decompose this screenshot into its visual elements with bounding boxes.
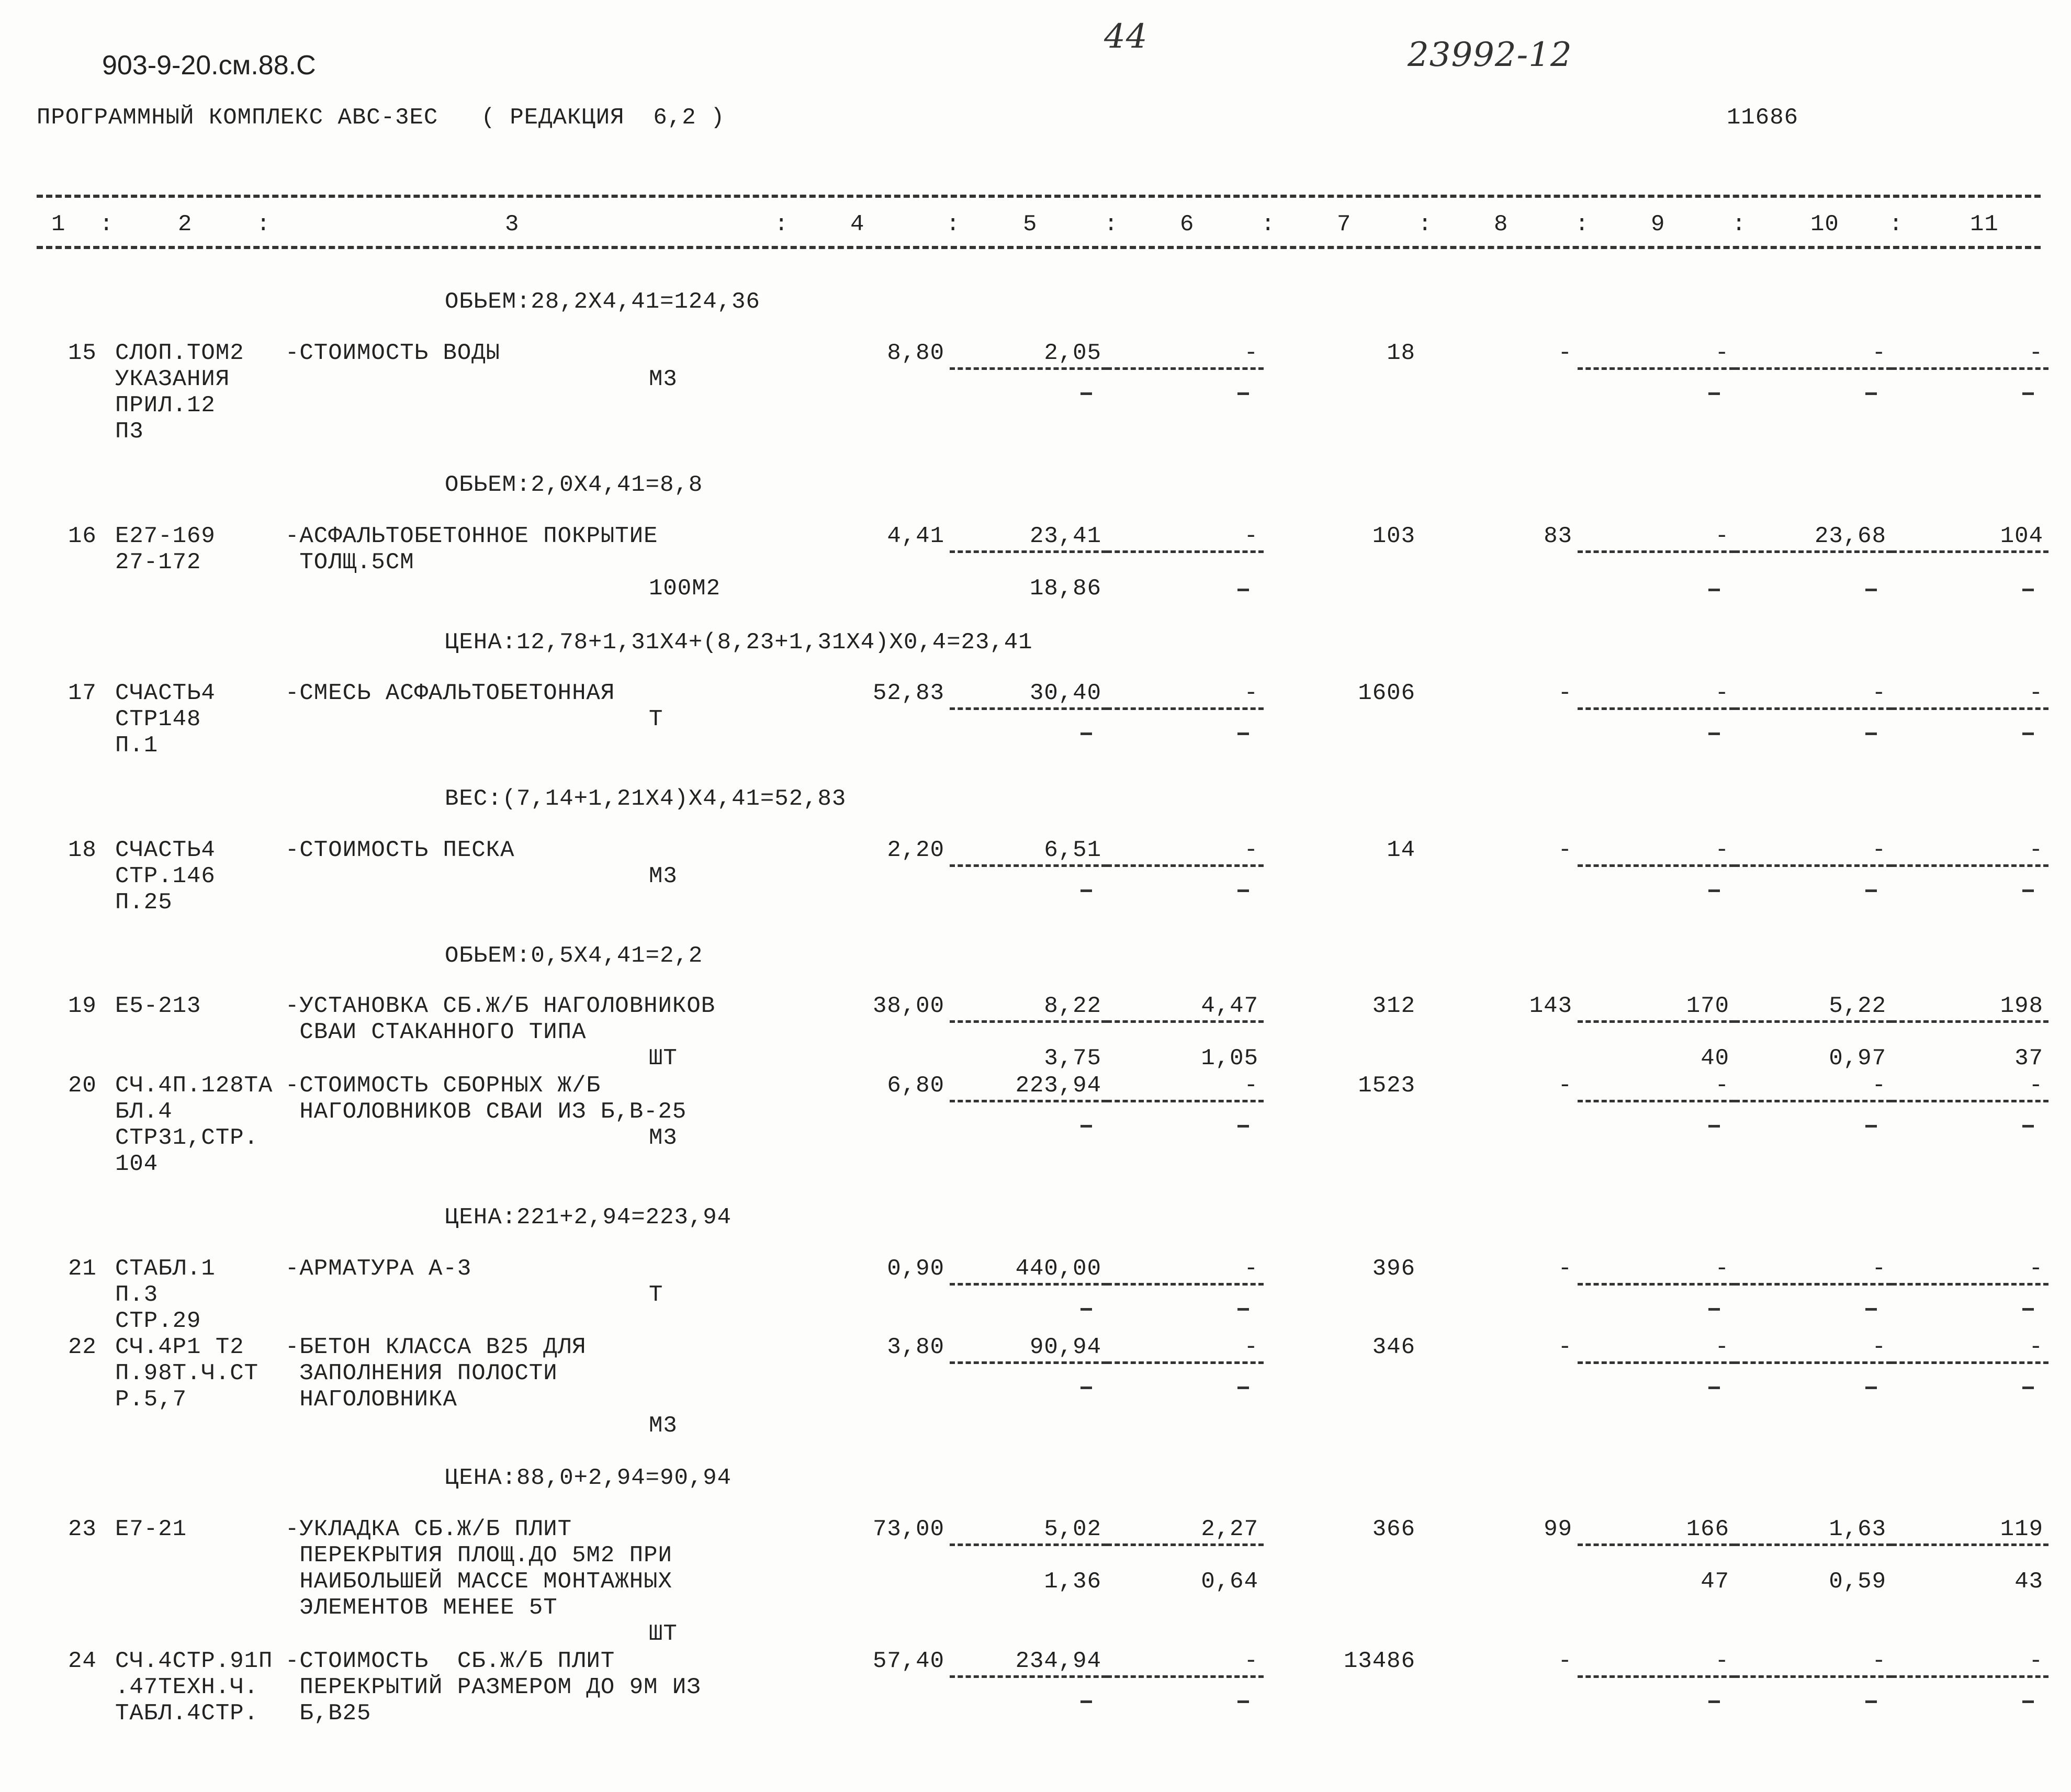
norm-code: СЧ.4Р1 Т2 (115, 1334, 244, 1360)
page-number: 44 (1104, 17, 1148, 56)
row-number: 24 (68, 1648, 97, 1674)
cell-qty: 57,40 (872, 1648, 944, 1674)
divider-line (1578, 1361, 1735, 1364)
divider-line (1107, 367, 1264, 370)
cell-c10: - (1872, 1073, 1886, 1099)
document-number: 23992-12 (1408, 36, 1572, 74)
calculation-note: ЦЕНА:221+2,94=223,94 (445, 1204, 732, 1231)
divider-line (1107, 864, 1264, 867)
column-separator: : (99, 211, 114, 238)
empty-value-dash (1708, 732, 1720, 735)
divider-line (1892, 1675, 2049, 1678)
divider-line (1107, 1675, 1264, 1678)
item-description: -СМЕСЬ АСФАЛЬТОБЕТОННАЯ (285, 680, 615, 706)
cell-c6: - (1244, 1334, 1258, 1360)
item-description: ПЕРЕКРЫТИЯ ПЛОЩ.ДО 5М2 ПРИ (285, 1542, 672, 1569)
norm-code: .47ТЕХН.Ч. (115, 1674, 259, 1700)
cell-c7: 366 (1372, 1516, 1415, 1542)
cell-c11b: 43 (2014, 1569, 2043, 1595)
cell-c6: - (1244, 1648, 1258, 1674)
empty-value-dash (1237, 1387, 1249, 1389)
empty-value-dash (1080, 732, 1092, 735)
cell-qty: 52,83 (872, 680, 944, 706)
cell-c6: - (1244, 1256, 1258, 1282)
empty-value-dash (1865, 1387, 1877, 1389)
cell-c5: 6,51 (1044, 837, 1101, 863)
calculation-note: ЦЕНА:88,0+2,94=90,94 (445, 1465, 732, 1491)
column-header-6: 6 (1180, 211, 1195, 238)
empty-value-dash (1708, 1125, 1720, 1128)
column-header-9: 9 (1651, 211, 1665, 238)
empty-value-dash (1708, 1387, 1720, 1389)
item-description: -АРМАТУРА А-3 (285, 1256, 472, 1282)
cell-c11: - (2029, 1648, 2043, 1674)
norm-code: ПРИЛ.12 (115, 392, 216, 419)
divider-line (1578, 707, 1735, 710)
cell-c6: - (1244, 1073, 1258, 1099)
empty-value-dash (1237, 392, 1249, 395)
divider-line (1107, 1361, 1264, 1364)
empty-value-dash (2022, 589, 2034, 591)
empty-value-dash (1237, 1700, 1249, 1703)
column-header-7: 7 (1337, 211, 1352, 238)
divider-line (1892, 1283, 2049, 1286)
divider-line (1735, 1100, 1892, 1102)
cell-c8: 143 (1529, 993, 1572, 1019)
divider-line (950, 1675, 1107, 1678)
empty-value-dash (2022, 1125, 2034, 1128)
divider-line (1107, 1283, 1264, 1286)
empty-value-dash (2022, 889, 2034, 892)
calculation-note: ВЕС:(7,14+1,21Х4)Х4,41=52,83 (445, 786, 847, 812)
cell-c5b: 18,86 (1029, 576, 1101, 602)
cell-c5: 2,05 (1044, 340, 1101, 366)
column-header-5: 5 (1023, 211, 1038, 238)
cell-c9: 170 (1686, 993, 1729, 1019)
item-description: -СТОИМОСТЬ СБ.Ж/Б ПЛИТ (285, 1648, 615, 1674)
cell-c8: - (1558, 837, 1572, 863)
item-description: -СТОИМОСТЬ ВОДЫ (285, 340, 501, 366)
item-description: -СТОИМОСТЬ ПЕСКА (285, 837, 515, 863)
cell-c9: - (1715, 340, 1729, 366)
cell-c7: 396 (1372, 1256, 1415, 1282)
column-header-3: 3 (505, 211, 520, 238)
calculation-note: ОБЬЕМ:2,0Х4,41=8,8 (445, 472, 703, 498)
cell-c10: - (1872, 837, 1886, 863)
cell-c9: - (1715, 1648, 1729, 1674)
cell-c10: - (1872, 680, 1886, 706)
cell-c7: 1523 (1358, 1073, 1415, 1099)
cell-c10b: 0,59 (1829, 1569, 1886, 1595)
column-header-10: 10 (1810, 211, 1839, 238)
empty-value-dash (1865, 1125, 1877, 1128)
cell-c8: - (1558, 1334, 1572, 1360)
column-header-2: 2 (178, 211, 193, 238)
calculation-note: ЦЕНА:12,78+1,31Х4+(8,23+1,31Х4)Х0,4=23,41 (445, 629, 1033, 656)
cell-c7: 13486 (1343, 1648, 1415, 1674)
divider-line (1892, 550, 2049, 553)
cell-c7: 346 (1372, 1334, 1415, 1360)
unit-label: ШТ (649, 1045, 678, 1072)
cell-c6: - (1244, 680, 1258, 706)
column-separator: : (946, 211, 961, 238)
divider-line (1578, 1100, 1735, 1102)
norm-code: СТР31,СТР. (115, 1125, 259, 1151)
divider-line (1578, 550, 1735, 553)
program-title: ПРОГРАММНЫЙ КОМПЛЕКС АВС-3ЕС ( РЕДАКЦИЯ 6,2 ) (37, 105, 725, 131)
empty-value-dash (1708, 1308, 1720, 1311)
item-description: -УСТАНОВКА СБ.Ж/Б НАГОЛОВНИКОВ (285, 993, 716, 1019)
column-separator: : (1261, 211, 1276, 238)
divider-line (950, 1020, 1107, 1023)
empty-value-dash (1237, 732, 1249, 735)
divider-line (1578, 1283, 1735, 1286)
cell-c5: 234,94 (1015, 1648, 1101, 1674)
cell-c7: 14 (1387, 837, 1415, 863)
row-number: 23 (68, 1516, 97, 1542)
norm-code: П.98Т.Ч.СТ (115, 1360, 259, 1387)
cell-c11: - (2029, 680, 2043, 706)
divider-line (1892, 1361, 2049, 1364)
cell-c9: - (1715, 1334, 1729, 1360)
empty-value-dash (1865, 1700, 1877, 1703)
cell-c5: 5,02 (1044, 1516, 1101, 1542)
unit-label: Т (649, 1282, 663, 1308)
divider-line (1107, 1020, 1264, 1023)
cell-c7: 18 (1387, 340, 1415, 366)
cell-c5: 223,94 (1015, 1073, 1101, 1099)
column-separator: : (1732, 211, 1747, 238)
cell-c10: 5,22 (1829, 993, 1886, 1019)
cell-c8: - (1558, 1256, 1572, 1282)
item-description: -СТОИМОСТЬ СБОРНЫХ Ж/Б (285, 1073, 601, 1099)
divider-line (1578, 864, 1735, 867)
row-number: 18 (68, 837, 97, 863)
unit-label: Т (649, 706, 663, 732)
norm-code: СТАБЛ.1 (115, 1256, 216, 1282)
divider-line (950, 367, 1107, 370)
cell-c5: 90,94 (1029, 1334, 1101, 1360)
unit-label: 100М2 (649, 576, 721, 602)
divider-line (1892, 707, 2049, 710)
cell-qty: 0,90 (887, 1256, 944, 1282)
empty-value-dash (1865, 889, 1877, 892)
divider-line (1578, 1020, 1735, 1023)
cell-c11b: 37 (2014, 1045, 2043, 1072)
unit-label: М3 (649, 1413, 678, 1439)
cell-c5b: 3,75 (1044, 1045, 1101, 1072)
cell-c6b: 0,64 (1201, 1569, 1258, 1595)
norm-code: УКАЗАНИЯ (115, 366, 230, 392)
norm-code: БЛ.4 (115, 1099, 173, 1125)
cell-c6: 4,47 (1201, 993, 1258, 1019)
cell-c9: - (1715, 523, 1729, 549)
divider-line (1892, 367, 2049, 370)
cell-c10: 1,63 (1829, 1516, 1886, 1542)
cell-c9: - (1715, 1073, 1729, 1099)
sheet-number: 11686 (1727, 105, 1799, 131)
cell-c8: - (1558, 340, 1572, 366)
divider-line (1892, 864, 2049, 867)
column-separator: : (1889, 211, 1904, 238)
divider-line (1578, 1543, 1735, 1546)
cell-c11: - (2029, 1073, 2043, 1099)
cell-c8: 99 (1544, 1516, 1572, 1542)
cell-c11: 104 (2000, 523, 2043, 549)
empty-value-dash (1708, 889, 1720, 892)
item-description: ПЕРЕКРЫТИЙ РАЗМЕРОМ ДО 9М ИЗ (285, 1674, 701, 1700)
divider-line (1107, 1543, 1264, 1546)
unit-label: ШТ (649, 1621, 678, 1647)
norm-code: 27-172 (115, 549, 201, 576)
header-rule-top (37, 195, 2041, 198)
divider-line (1735, 1283, 1892, 1286)
cell-qty: 38,00 (872, 993, 944, 1019)
norm-code: П.3 (115, 1282, 159, 1308)
item-description: -УКЛАДКА СБ.Ж/Б ПЛИТ (285, 1516, 572, 1542)
cell-c5: 440,00 (1015, 1256, 1101, 1282)
document-code: 903-9-20.см.88.С (102, 50, 316, 81)
cell-c7: 1606 (1358, 680, 1415, 706)
item-description: СВАИ СТАКАННОГО ТИПА (285, 1019, 587, 1045)
divider-line (950, 1543, 1107, 1546)
cell-c8: - (1558, 1648, 1572, 1674)
divider-line (950, 1361, 1107, 1364)
norm-code: ТАБЛ.4СТР. (115, 1700, 259, 1727)
cell-c9: - (1715, 680, 1729, 706)
cell-qty: 73,00 (872, 1516, 944, 1542)
empty-value-dash (1080, 1700, 1092, 1703)
empty-value-dash (1708, 392, 1720, 395)
empty-value-dash (1865, 732, 1877, 735)
cell-c9b: 47 (1701, 1569, 1729, 1595)
cell-c9: - (1715, 837, 1729, 863)
norm-code: СЧАСТЬ4 (115, 680, 216, 706)
cell-c6b: 1,05 (1201, 1045, 1258, 1072)
cell-c9: - (1715, 1256, 1729, 1282)
column-separator: : (774, 211, 789, 238)
item-description: -АСФАЛЬТОБЕТОННОЕ ПОКРЫТИЕ (285, 523, 658, 549)
divider-line (950, 864, 1107, 867)
cell-c11: 198 (2000, 993, 2043, 1019)
divider-line (1735, 707, 1892, 710)
divider-line (1578, 367, 1735, 370)
empty-value-dash (2022, 732, 2034, 735)
unit-label: М3 (649, 1125, 678, 1151)
norm-code: СТР.146 (115, 863, 216, 889)
item-description: Б,В25 (285, 1700, 372, 1727)
cell-qty: 8,80 (887, 340, 944, 366)
row-number: 17 (68, 680, 97, 706)
empty-value-dash (2022, 392, 2034, 395)
divider-line (950, 707, 1107, 710)
empty-value-dash (1708, 1700, 1720, 1703)
empty-value-dash (1080, 1125, 1092, 1128)
cell-c6: - (1244, 837, 1258, 863)
norm-code: СЛОП.ТОМ2 (115, 340, 244, 366)
item-description: НАИБОЛЬШЕЙ МАССЕ МОНТАЖНЫХ (285, 1569, 672, 1595)
norm-code: П.1 (115, 732, 159, 759)
norm-code: П.25 (115, 889, 173, 916)
empty-value-dash (1237, 1125, 1249, 1128)
cell-c8: - (1558, 1073, 1572, 1099)
empty-value-dash (1237, 589, 1249, 591)
empty-value-dash (1237, 889, 1249, 892)
divider-line (950, 1100, 1107, 1102)
norm-code: Е5-213 (115, 993, 201, 1019)
cell-qty: 3,80 (887, 1334, 944, 1360)
column-separator: : (1104, 211, 1119, 238)
divider-line (1892, 1100, 2049, 1102)
header-rule-bottom (37, 246, 2041, 249)
column-header-4: 4 (850, 211, 865, 238)
item-description: ТОЛЩ.5СМ (285, 549, 414, 576)
item-description: НАГОЛОВНИКОВ СВАИ ИЗ Б,В-25 (285, 1099, 687, 1125)
item-description: -БЕТОН КЛАССА В25 ДЛЯ (285, 1334, 587, 1360)
empty-value-dash (2022, 1308, 2034, 1311)
column-separator: : (1575, 211, 1590, 238)
empty-value-dash (1708, 589, 1720, 591)
row-number: 20 (68, 1073, 97, 1099)
empty-value-dash (1865, 589, 1877, 591)
divider-line (1735, 864, 1892, 867)
norm-code: Е27-169 (115, 523, 216, 549)
cell-c8: 83 (1544, 523, 1572, 549)
divider-line (1892, 1020, 2049, 1023)
cell-qty: 6,80 (887, 1073, 944, 1099)
row-number: 21 (68, 1256, 97, 1282)
calculation-note: ОБЬЕМ:28,2Х4,41=124,36 (445, 289, 760, 315)
empty-value-dash (1080, 889, 1092, 892)
divider-line (950, 550, 1107, 553)
cell-c6: - (1244, 340, 1258, 366)
column-header-8: 8 (1494, 211, 1509, 238)
divider-line (1892, 1543, 2049, 1546)
cell-c7: 103 (1372, 523, 1415, 549)
cell-qty: 2,20 (887, 837, 944, 863)
cell-c7: 312 (1372, 993, 1415, 1019)
cell-c6: - (1244, 523, 1258, 549)
empty-value-dash (1865, 1308, 1877, 1311)
divider-line (1735, 550, 1892, 553)
calculation-note: ОБЬЕМ:0,5Х4,41=2,2 (445, 943, 703, 969)
cell-c9: 166 (1686, 1516, 1729, 1542)
cell-qty: 4,41 (887, 523, 944, 549)
row-number: 16 (68, 523, 97, 549)
cell-c10b: 0,97 (1829, 1045, 1886, 1072)
item-description: НАГОЛОВНИКА (285, 1387, 457, 1413)
row-number: 15 (68, 340, 97, 366)
cell-c9b: 40 (1701, 1045, 1729, 1072)
norm-code: Р.5,7 (115, 1387, 187, 1413)
empty-value-dash (1080, 1308, 1092, 1311)
empty-value-dash (1237, 1308, 1249, 1311)
divider-line (1735, 1361, 1892, 1364)
cell-c5b: 1,36 (1044, 1569, 1101, 1595)
cell-c10: 23,68 (1814, 523, 1886, 549)
cell-c10: - (1872, 340, 1886, 366)
divider-line (950, 1283, 1107, 1286)
norm-code: Е7-21 (115, 1516, 187, 1542)
divider-line (1107, 707, 1264, 710)
cell-c11: - (2029, 340, 2043, 366)
divider-line (1735, 1020, 1892, 1023)
norm-code: П3 (115, 419, 144, 445)
empty-value-dash (1080, 1387, 1092, 1389)
cell-c5: 30,40 (1029, 680, 1101, 706)
empty-value-dash (2022, 1387, 2034, 1389)
cell-c10: - (1872, 1256, 1886, 1282)
unit-label: М3 (649, 366, 678, 392)
cell-c5: 8,22 (1044, 993, 1101, 1019)
column-separator: : (256, 211, 271, 238)
norm-code: СЧАСТЬ4 (115, 837, 216, 863)
item-description: ЗАПОЛНЕНИЯ ПОЛОСТИ (285, 1360, 558, 1387)
column-separator: : (1418, 211, 1433, 238)
norm-code: СЧ.4П.128ТА (115, 1073, 273, 1099)
cell-c10: - (1872, 1334, 1886, 1360)
cell-c11: - (2029, 1256, 2043, 1282)
divider-line (1107, 550, 1264, 553)
cell-c6: 2,27 (1201, 1516, 1258, 1542)
norm-code: СЧ.4СТР.91П (115, 1648, 273, 1674)
row-number: 19 (68, 993, 97, 1019)
row-number: 22 (68, 1334, 97, 1360)
unit-label: М3 (649, 863, 678, 889)
empty-value-dash (1865, 392, 1877, 395)
divider-line (1735, 1543, 1892, 1546)
divider-line (1578, 1675, 1735, 1678)
cell-c11: - (2029, 1334, 2043, 1360)
cell-c11: 119 (2000, 1516, 2043, 1542)
cell-c5: 23,41 (1029, 523, 1101, 549)
divider-line (1107, 1100, 1264, 1102)
norm-code: СТР148 (115, 706, 201, 732)
item-description: ЭЛЕМЕНТОВ МЕНЕЕ 5Т (285, 1595, 558, 1621)
divider-line (1735, 367, 1892, 370)
column-header-1: 1 (51, 211, 66, 238)
divider-line (1735, 1675, 1892, 1678)
column-header-11: 11 (1970, 211, 1999, 238)
cell-c8: - (1558, 680, 1572, 706)
empty-value-dash (2022, 1700, 2034, 1703)
norm-code: 104 (115, 1151, 159, 1177)
norm-code: СТР.29 (115, 1308, 201, 1334)
empty-value-dash (1080, 392, 1092, 395)
cell-c11: - (2029, 837, 2043, 863)
cell-c10: - (1872, 1648, 1886, 1674)
